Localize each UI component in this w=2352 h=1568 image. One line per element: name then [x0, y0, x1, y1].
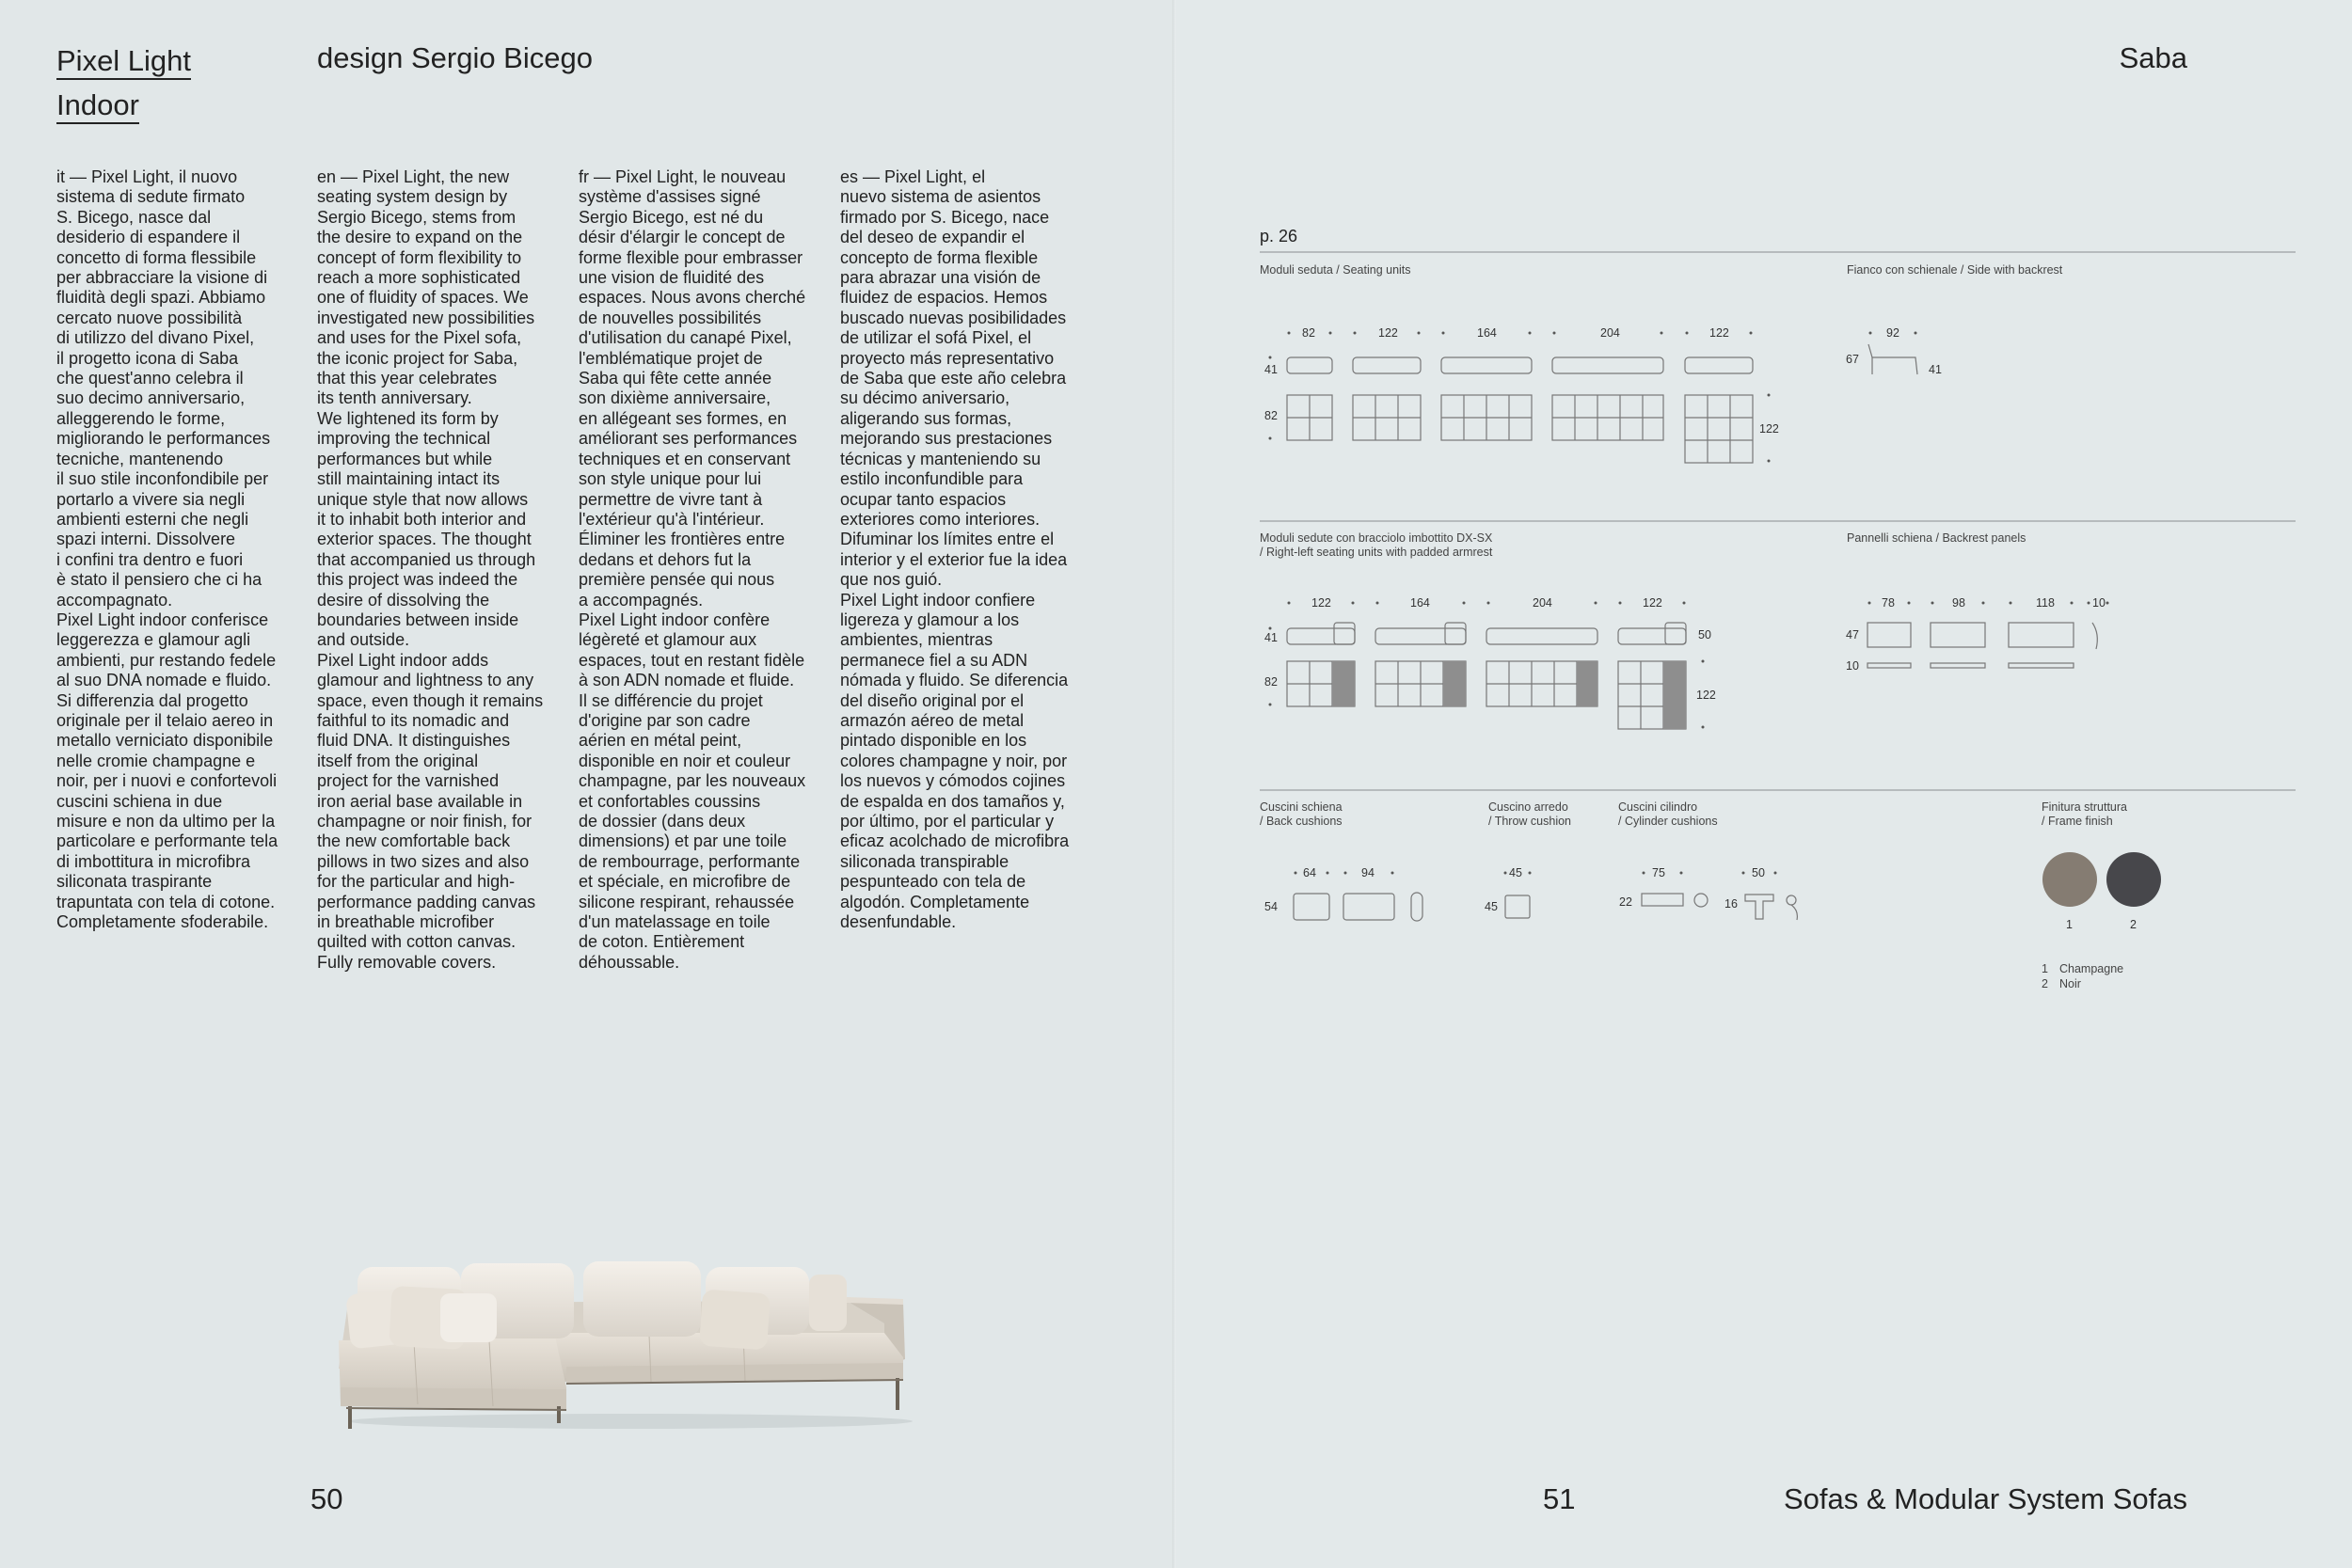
cylinder-width-2: 50 [1752, 866, 1765, 879]
finish-legend-num-2: 2 [2042, 977, 2048, 990]
dimension-dots [1269, 332, 2109, 875]
side-backrest-seat-height: 41 [1929, 363, 1942, 376]
page-reference: p. 26 [1260, 227, 1298, 245]
finish-legend-num-1: 1 [2042, 962, 2048, 975]
back-cushion-width-1: 64 [1303, 866, 1316, 879]
cylinder-cushions-drawing [1642, 894, 1797, 920]
armrest-width-1: 122 [1311, 596, 1331, 610]
seating-units-label: Moduli seduta / Seating units [1260, 263, 1411, 277]
throw-cushion-height: 45 [1485, 900, 1498, 913]
cylinder-diameter-a: 22 [1619, 895, 1632, 909]
panel-width-1: 78 [1882, 596, 1895, 610]
page-number-left: 50 [310, 1482, 343, 1515]
cylinder-width-1: 75 [1652, 866, 1665, 879]
cylinder-cushions-label-1: Cuscini cilindro [1618, 800, 1698, 814]
throw-cushion-label-2: / Throw cushion [1488, 815, 1572, 828]
back-cushion-height: 54 [1264, 900, 1278, 913]
seating-units-drawing [1287, 357, 1753, 463]
armrest-units-label-1: Moduli sedute con bracciolo imbottito DX-SX [1260, 531, 1493, 545]
throw-cushion-label-1: Cuscino arredo [1488, 800, 1568, 814]
side-backrest-width: 92 [1886, 326, 1899, 340]
text-column-italian: it — Pixel Light, il nuovo sistema di sedute firmato S. Bicego, nasce dal desiderio di espandere il concetto di forma flessibile per abbracciare la visione di fluidità degli spazi. Abbiamo cercato nuove possibilità di utilizzo del divano Pixel, il progetto icona di Saba che quest'anno celebra il suo decimo anniversario, alleggerendo le forme, migliorando le performances tecniche, mantenendo il suo stile inconfondibile per portarlo a vivere sia negli ambienti esterni che negli spazi interni. Dissolvere i confini tra dentro e fuori è stato il pensiero che ci ha accompagnato. Pixel Light indoor conferisce leggerezza e glamour agli ambienti, pur restando fedele al suo DNA nomade e fluido. Si differenzia dal progetto originale per il telaio aereo in metallo verniciato disponibile nelle cromie champagne e noir, per i nuovi e confortevoli cuscini schiena in due misure e non da ultimo per la particolare e performante tela di imbottitura in microfibra siliconata traspirante trapuntata con tela di cotone. Completamente sfoderabile. [56, 167, 278, 932]
side-backrest-drawing [1868, 344, 1917, 374]
panel-width-4: 10 [2092, 596, 2106, 610]
armrest-units-label-2: / Right-left seating units with padded armrest [1260, 546, 1493, 559]
cylinder-cushions-label-2: / Cylinder cushions [1618, 815, 1718, 828]
seating-width-1: 82 [1302, 326, 1315, 340]
backrest-panels-drawing [1867, 623, 2097, 668]
title-line-2: Indoor [56, 88, 139, 124]
back-cushions-label-1: Cuscini schiena [1260, 800, 1343, 814]
finish-legend-name-1: Champagne [2059, 962, 2124, 975]
side-backrest-label: Fianco con schienale / Side with backrest [1847, 263, 2063, 277]
panel-width-3: 118 [2036, 596, 2055, 610]
page-number-right: 51 [1543, 1482, 1576, 1515]
frame-finish-label-2: / Frame finish [2042, 815, 2113, 828]
armrest-arm-height: 50 [1698, 628, 1711, 641]
side-backrest-height: 67 [1846, 353, 1859, 366]
throw-cushion-drawing [1505, 895, 1530, 918]
seating-depth: 82 [1264, 409, 1278, 422]
throw-cushion-width: 45 [1509, 866, 1522, 879]
cylinder-diameter-b: 16 [1724, 897, 1738, 911]
panel-thickness: 10 [1846, 659, 1859, 673]
seating-depth-long: 122 [1759, 422, 1779, 436]
backrest-panels-label: Pannelli schiena / Backrest panels [1847, 531, 2026, 545]
armrest-width-3: 204 [1533, 596, 1552, 610]
section-category: Sofas & Modular System Sofas [1783, 1482, 2187, 1515]
finish-swatch-number-1: 1 [2066, 918, 2073, 931]
seating-back-height: 41 [1264, 363, 1278, 376]
panel-height: 47 [1846, 628, 1859, 641]
title-line-1: Pixel Light [56, 44, 191, 80]
seating-width-3: 164 [1477, 326, 1497, 340]
armrest-depth-long: 122 [1696, 689, 1716, 702]
finish-legend-name-2: Noir [2059, 977, 2081, 990]
seating-width-5: 122 [1709, 326, 1729, 340]
finish-swatch-number-2: 2 [2130, 918, 2137, 931]
back-cushion-width-2: 94 [1361, 866, 1375, 879]
seating-width-4: 204 [1600, 326, 1620, 340]
back-cushions-drawing [1294, 893, 1422, 921]
armrest-width-4: 122 [1643, 596, 1662, 610]
finish-swatch-champagne[interactable] [2042, 852, 2097, 907]
panel-width-2: 98 [1952, 596, 1965, 610]
text-column-spanish: es — Pixel Light, el nuevo sistema de asientos firmado por S. Bicego, nace del deseo de expandir el concepto de forma flexible para abrazar una visión de fluidez de espacios. Hemos buscado nuevas posibilidades de utilizar el sofá Pixel, el proyecto más representativo de Saba que este año celebra su décimo aniversario, aligerando sus formas, mejorando sus prestaciones técnicas y manteniendo su estilo inconfundible para ocupar tanto espacios exteriores como interiores. Difuminar los límites entre el interior y el exterior fue la idea que nos guió. Pixel Light indoor confiere ligereza y glamour a los ambientes, mientras permanece fiel a su ADN nómada y fluido. Se diferencia del diseño original por el armazón aéreo de metal pintado disponible en los colores champagne y noir, por los nuevos y cómodos cojines de espalda en dos tamaños y, por último, por el particular y eficaz acolchado de microfibra siliconada transpirable pespunteado con tela de algodón. Completamente desenfundable. [840, 167, 1070, 932]
designer-credit: design Sergio Bicego [317, 41, 593, 74]
finish-swatch-noir[interactable] [2106, 852, 2161, 907]
frame-finish-label-1: Finitura struttura [2042, 800, 2128, 814]
seating-width-2: 122 [1378, 326, 1398, 340]
brand-name: Saba [2119, 41, 2187, 74]
armrest-back-height: 41 [1264, 631, 1278, 644]
text-column-english: en — Pixel Light, the new seating system design by Sergio Bicego, stems from the desire to expand on the concept of form flexibility to reach a more sophisticated one of fluidity of spaces. We investigated new possibilities and uses for the Pixel sofa, the iconic project for Saba, that this year celebrates its tenth anniversary. We lightened its form by improving the technical performances but while still maintaining intact its unique style that now allows it to inhabit both interior and exterior spaces. The thought that accompanied us through this project was indeed the desire of dissolving the boundaries between inside and outside. Pixel Light indoor adds glamour and lightness to any space, even though it remains faithful to its nomadic and fluid DNA. It distinguishes itself from the original project for the varnished iron aerial base available in champagne or noir finish, for the new comfortable back pillows in two sizes and also for the particular and high- performance padding canvas in breathable microfiber quilted with cotton canvas. Fully removable covers. [317, 167, 544, 972]
back-cushions-label-2: / Back cushions [1260, 815, 1343, 828]
text-column-french: fr — Pixel Light, le nouveau système d'assises signé Sergio Bicego, est né du désir d'élargir le concept de forme flexible pour embrasser une vision de fluidité des espaces. Nous avons cherché de nouvelles possibilités d'utilisation du canapé Pixel, l'emblématique projet de Saba qui fête cette année son dixième anniversaire, en allégeant ses formes, en améliorant ses performances techniques et en conservant son style unique pour lui permettre de vivre tant à l'extérieur qu'à l'intérieur. Éliminer les frontières entre dedans et dehors fut la première pensée qui nous a accompagnés. Pixel Light indoor confère légèreté et glamour aux espaces, tout en restant fidèle à son ADN nomade et fluide. Il se différencie du projet d'origine par son cadre aérien en métal peint, disponible en noir et couleur champagne, par les nouveaux et confortables coussins de dossier (dans deux dimensions) et par une toile de rembourrage, performante et spéciale, en microfibre de silicone respirant, rehaussée d'un matelassage en toile de coton. Entièrement déhoussable. [579, 167, 806, 972]
armrest-width-2: 164 [1410, 596, 1430, 610]
armrest-depth: 82 [1264, 675, 1278, 689]
